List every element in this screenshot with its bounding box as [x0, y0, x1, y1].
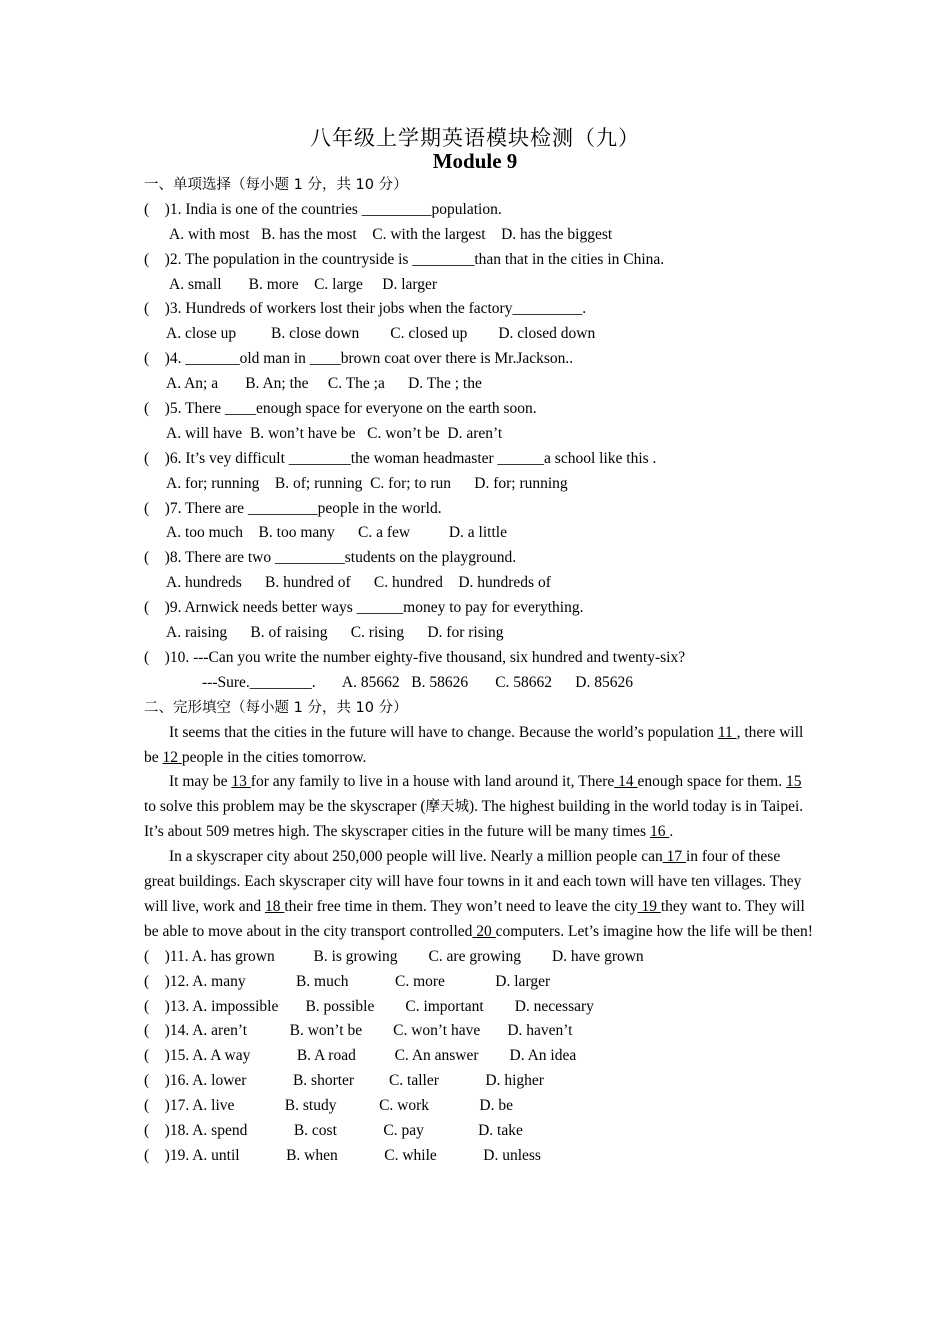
- question-17: ( )17. A. live B. study C. work D. be: [144, 1097, 513, 1115]
- question-16: ( )16. A. lower B. shorter C. taller D. higher: [144, 1072, 544, 1090]
- blank-17: 17: [662, 848, 686, 866]
- question-11: ( )11. A. has grown B. is growing C. are growing D. have grown: [144, 947, 644, 965]
- cloze-text: computers. Let’s imagine how the life will be then!: [495, 922, 813, 940]
- blank-11: 11: [717, 723, 737, 741]
- question-6: ( )6. It’s vey difficult ________the woman headmaster ______a school like this .: [144, 449, 657, 467]
- question-1-options: A. with most B. has the most C. with the largest D. has the biggest: [169, 225, 613, 243]
- cloze-chinese-term: 摩天城: [425, 799, 470, 816]
- question-2-options: A. small B. more C. large D. larger: [169, 275, 438, 293]
- question-1: ( )1. India is one of the countries _________population.: [144, 200, 502, 218]
- question-4: ( )4. _______old man in ____brown coat over there is Mr.Jackson..: [144, 350, 574, 368]
- cloze-text: people in the cities tomorrow.: [181, 748, 367, 766]
- blank-18: 18: [264, 897, 285, 915]
- cloze-text: to solve this problem may be the skyscraper (: [144, 798, 426, 816]
- cloze-paragraph-3: [144, 845, 814, 945]
- section1-heading: 一、单项选择（每小题 1 分，共 10 分）: [144, 177, 408, 193]
- question-18: ( )18. A. spend B. cost C. pay D. take: [144, 1121, 523, 1139]
- blank-16: 16: [649, 823, 670, 841]
- cloze-text: In a skyscraper city about 250,000 people will live. Nearly a million people can: [169, 848, 663, 866]
- blank-15: 15: [786, 773, 802, 791]
- question-3-options: A. close up B. close down C. closed up D. closed down: [166, 325, 596, 343]
- cloze-text: their free time in them. They won’t need to leave the city: [284, 897, 638, 915]
- question-9-options: A. raising B. of raising C. rising D. for rising: [166, 624, 504, 642]
- question-7: ( )7. There are _________people in the world.: [144, 499, 442, 517]
- question-9: ( )9. Arnwick needs better ways ______money to pay for everything.: [144, 599, 584, 617]
- cloze-text: .: [669, 823, 674, 841]
- question-3: ( )3. Hundreds of workers lost their jobs when the factory_________.: [144, 300, 587, 318]
- blank-20: 20: [472, 922, 496, 940]
- cloze-text: ). The highest building in the world today is in Taipei. It’s about 509 metres high. The skyscraper cities in the future will be many times: [144, 798, 804, 841]
- blank-14: 14: [614, 773, 638, 791]
- question-8: ( )8. There are two _________students on the playground.: [144, 549, 517, 567]
- blank-13: 13: [231, 773, 251, 791]
- cloze-paragraph-2: [144, 770, 814, 845]
- cloze-text: for any family to live in a house with land around it, There: [250, 773, 615, 791]
- section2-heading: 二、完形填空（每小题 1 分，共 10 分）: [144, 699, 408, 716]
- question-10: ( )10. ---Can you write the number eighty-five thousand, six hundred and twenty-six?: [144, 648, 686, 666]
- question-15: ( )15. A. A way B. A road C. An answer D. An idea: [144, 1047, 577, 1065]
- question-6-options: A. for; running B. of; running C. for; to run D. for; running: [166, 474, 568, 492]
- question-10-options: ---Sure.________. A. 85662 B. 58626 C. 58662 D. 85626: [202, 673, 633, 691]
- cloze-text: enough space for them.: [637, 773, 786, 791]
- blank-19: 19: [637, 897, 661, 915]
- question-7-options: A. too much B. too many C. a few D. a little: [166, 524, 507, 542]
- cloze-text: It may be: [169, 773, 232, 791]
- question-14: ( )14. A. aren’t B. won’t be C. won’t have D. haven’t: [144, 1022, 573, 1040]
- question-8-options: A. hundreds B. hundred of C. hundred D. hundreds of: [166, 574, 551, 592]
- cloze-text: in four of these great buildings. Each skyscraper city will have four towns in it and each town will have ten villages. They will live, work and: [144, 848, 802, 915]
- question-13: ( )13. A. impossible B. possible C. important D. necessary: [144, 997, 594, 1015]
- question-4-options: A. An; a B. An; the C. The ;a D. The ; the: [166, 375, 482, 393]
- question-5-options: A. will have B. won’t have be C. won’t be D. aren’t: [166, 424, 503, 442]
- question-5: ( )5. There ____enough space for everyone on the earth soon.: [144, 400, 537, 418]
- question-19: ( )19. A. until B. when C. while D. unless: [144, 1146, 541, 1164]
- question-2: ( )2. The population in the countryside is ________than that in the cities in China.: [144, 250, 665, 268]
- question-12: ( )12. A. many B. much C. more D. larger: [144, 972, 551, 990]
- page-title: 八年级上学期英语模块检测（九）: [310, 126, 640, 150]
- cloze-text: It seems that the cities in the future will have to change. Because the world’s population: [169, 723, 718, 741]
- cloze-paragraph-1: [144, 721, 814, 771]
- cloze-text: they want to. They will be able to move about in the city transport controlled: [144, 897, 805, 940]
- blank-12: 12: [162, 748, 182, 766]
- document-body: [144, 173, 814, 1169]
- cloze-text: , there will be: [144, 723, 804, 766]
- page-subtitle: Module 9: [432, 149, 518, 173]
